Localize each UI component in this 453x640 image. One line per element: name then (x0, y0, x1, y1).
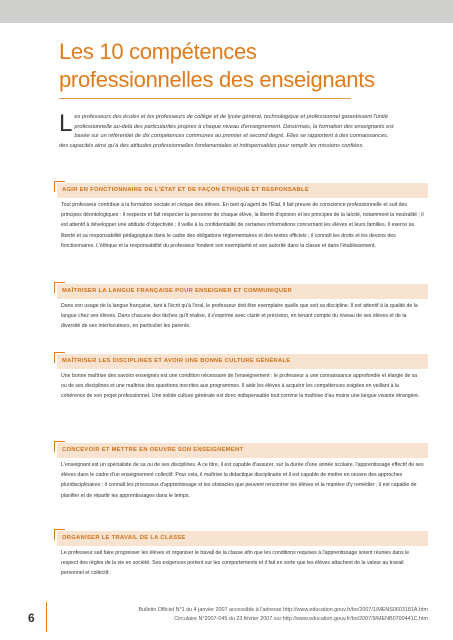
page-number: 6 (28, 611, 35, 625)
title-underline (59, 98, 351, 99)
section-corner-mark (54, 441, 65, 452)
section-corner-mark (54, 181, 65, 192)
section-body-1: Tout professeur contribue à la formation sociale et civique des élèves. En tant qu'agent de l'État, il fait preuve de conscience professionnelle et suit des principes déontologiques : il respecte et fait respecter la personne de chaque élève, la liberté d'opinion et les principes de la laïcité, notamment la neutralité ; il est attentif à développer une attitude d'objectivité ; il veille à la confidentialité de certaines informations concernant les élèves et leurs familles. Il exerce sa liberté et sa responsabilité pédagogique dans le cadre des obligations réglementaires et des textes officiels ; il connaît les droits et les devoirs des fonctionnaires. L'éthique et la responsabilité du professeur fondent son exemplarité et son autorité dans la classe et dans l'établissement. (61, 202, 424, 249)
top-bar (0, 0, 453, 23)
competence-section-5 (57, 531, 428, 579)
section-body-3: Une bonne maîtrise des savoirs enseignés est une condition nécessaire de l'enseignement : le professeur a une connaissance approfondie et élargie de sa ou de ses disciplines et une maîtrise des questions inscrites aux programmes. Il aide les élèves à acquérir les compétences exigées en veillant à la cohérence de son projet professionnel. Une solide culture générale est donc indispensable tout comme la maîtrise d'au moins une langue vivante étrangère. (61, 373, 420, 400)
section-heading-3: MAÎTRISER LES DISCIPLINES ET AVOIR UNE BONNE CULTURE GÉNÉRALE (57, 354, 428, 369)
competence-section-1 (57, 183, 428, 251)
competence-section-2 (57, 284, 428, 332)
intro-paragraph (59, 110, 395, 151)
intro-dropcap: L (59, 110, 73, 137)
section-heading-4: CONCEVOIR ET METTRE EN OEUVRE SON ENSEIGNEMENT (57, 443, 428, 458)
title-line-2: professionnelles des enseignants (59, 67, 375, 92)
section-body-4: L'enseignant est un spécialiste de sa ou de ses disciplines. A ce titre, il est capable d'assurer, sur la durée d'une année scolaire, l'apprentissage effectif de ses élèves dans le cadre d'un enseignement collectif. Pour cela, il maîtrise la didactique disciplinaire et il est capable de mettre en oeuvre des approches pluridisciplinaires ; il connaît les processus d'apprentissage et les obstacles que peuvent rencontrer les élèves et la manière d'y remédier ; il est capable de planifier et de répartir les apprentissages dans le temps. (61, 462, 424, 499)
section-body-5: Le professeur sait faire progresser les élèves et organiser le travail de la classe afin que les conditions requises à l'apprentissage soient réunies dans le respect des règles de la vie en société. Ses exigences portent sur les comportements et il fait en sorte que les élèves attachent de la valeur au travail personnel et collectif. (61, 550, 410, 577)
footer-line-1: Bulletin Officiel N°1 du 4 janvier 2007 accessible à l'adresse http://www.education.gouv.fr/bo/2007/1/MENS0603181A.htm (138, 607, 428, 613)
section-corner-mark (54, 352, 65, 363)
page-title (59, 38, 399, 94)
section-corner-mark (54, 282, 65, 293)
section-corner-mark (54, 529, 65, 540)
intro-text: es professeurs des écoles et les professeurs de collège et de lycée général, technologique et professionnel garantissent l'unité professionnelle au-delà des particularités propres à chaque niveau d'enseignement. Désormais, la formation des enseignants est basée sur un référentiel de dix compétences communes au premier et second degré. Elles se rapportent à des connaissances, des capacités ainsi qu'à des attitudes professionnelles fondamentales et indispensables pour remplir les missions confiées. (59, 114, 394, 149)
section-heading-2: MAÎTRISER LA LANGUE FRANÇAISE POUR ENSEIGNER ET COMMUNIQUER (57, 284, 428, 299)
section-heading-1: AGIR EN FONCTIONNAIRE DE L'ÉTAT ET DE FAÇON ÉTHIQUE ET RESPONSABLE (57, 183, 428, 198)
title-line-1: Les 10 compétences (59, 39, 257, 64)
page-number-rule (46, 602, 47, 632)
competence-section-3 (57, 354, 428, 402)
section-body-2: Dans son usage de la langue française, tant à l'écrit qu'à l'oral, le professeur doit être exemplaire quelle que soit sa discipline. Il est attentif à la qualité de la langue chez ses élèves. Dans chacune des tâches qu'il réalise, il s'exprime avec clarté et précision, en tenant compte du niveau de ses élèves et de la diversité de ses interlocuteurs, en particulier les parents. (61, 303, 418, 330)
footer-references (68, 606, 428, 624)
section-heading-5: ORGANISER LE TRAVAIL DE LA CLASSE (57, 531, 428, 546)
competence-section-4 (57, 443, 428, 501)
footer-line-2: Circulaire N°2007-045 du 23 février 2007 sur http://www.education.gouv.fr/bo/2007/9/MENB0700441C.htm (174, 616, 428, 622)
